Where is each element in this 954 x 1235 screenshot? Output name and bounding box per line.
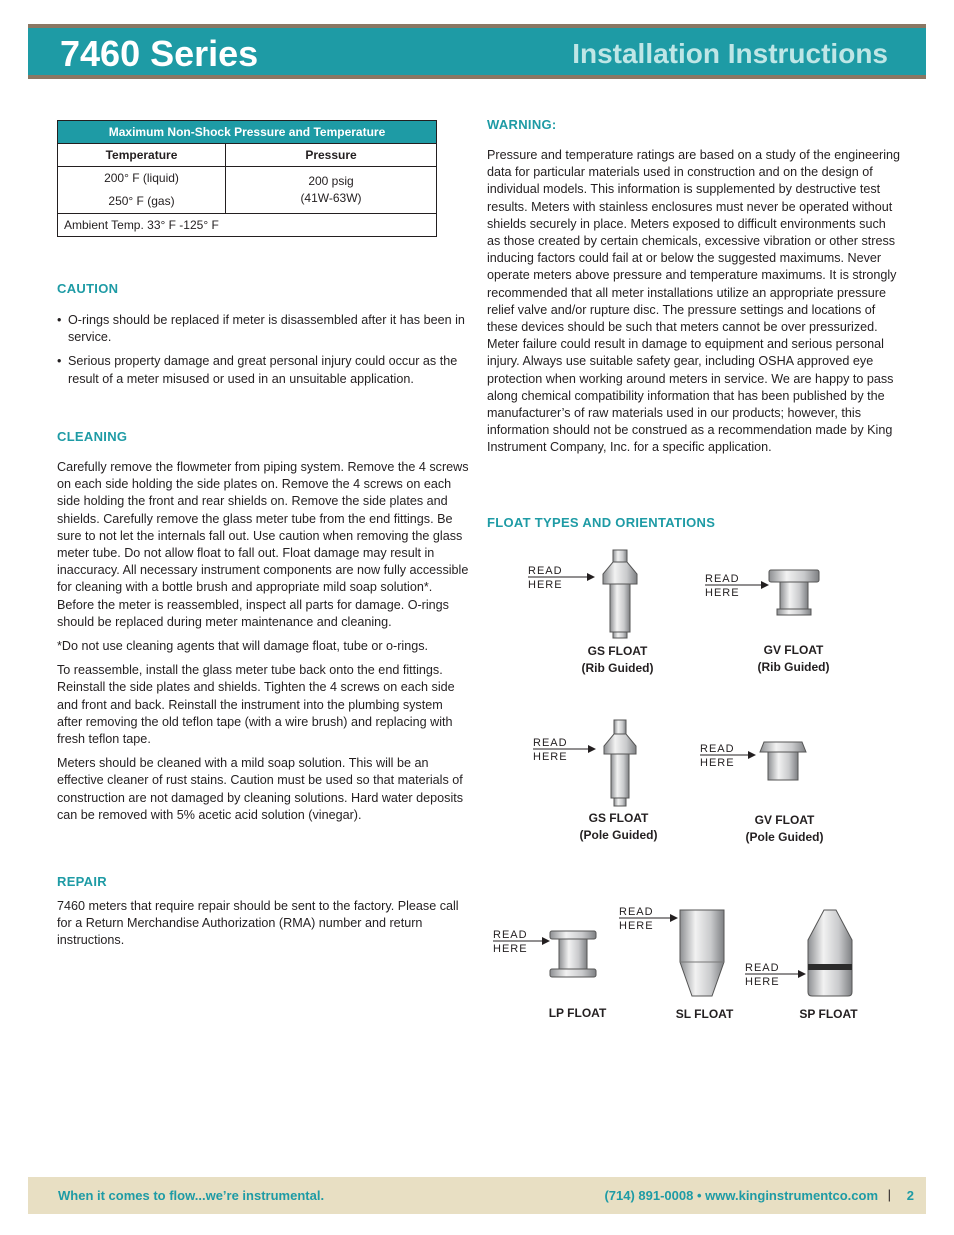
svg-text:HERE: HERE — [705, 587, 740, 599]
pressure-temperature-table — [57, 120, 437, 237]
lp-float-figure — [490, 922, 600, 980]
footer-slogan: When it comes to flow...we’re instrumental. — [58, 1188, 325, 1203]
cleaning-paragraph: Carefully remove the flowmeter from piping system. Remove the 4 screws on each side holding the side plates on. Remove the 4 screws on each side holding the front and rear shields on. Remove the side plates and shields. Carefully remove the glass meter tube from the end fittings. Be sure to not let the internals fall out. Use caution when removing the glass meter tube. Do not allow float to fall out. Float damage may result in inaccuracy. All necessary instrument components are now fully accessible for cleaning with a bottle brush and appropriate mild soap solution*. Before the meter is reassembled, inspect all parts for damage. O-rings should be replaced during meter maintenance and cleaning. — [57, 460, 469, 629]
cleaning-heading: CLEANING — [57, 429, 128, 444]
gs-pole-label: GS FLOAT (Pole Guided) — [579, 811, 658, 842]
svg-text:HERE: HERE — [619, 920, 654, 932]
temperature-cell — [58, 167, 226, 214]
page-number: 2 — [906, 1188, 914, 1203]
cleaning-paragraph: Meters should be cleaned with a mild soap solution. This will be an effective cleaner of rust stains. Caution must be used so that materials of construction are not damaged by cleaning solutions. Hard water deposits can be removed with 5% acetic acid solution (vinegar). — [57, 756, 464, 822]
footer-contact: (714) 891-0008 • www.kinginstrumentco.com — [604, 1188, 878, 1203]
gv-pole-float-figure — [698, 736, 813, 784]
gv-rib-float-figure — [703, 566, 828, 618]
table-caption: Maximum Non-Shock Pressure and Temperature — [58, 121, 437, 144]
page-header — [28, 24, 926, 79]
caution-list — [57, 312, 469, 395]
pressure-cell — [226, 167, 437, 214]
page-footer — [28, 1177, 926, 1214]
lp-label: LP FLOAT — [548, 1006, 607, 1020]
svg-text:HERE: HERE — [493, 943, 528, 955]
svg-text:HERE: HERE — [745, 976, 780, 988]
series-title: 7460 Series — [60, 33, 259, 74]
read-label: READ — [528, 565, 563, 577]
repair-heading: REPAIR — [57, 874, 107, 889]
svg-text:READ: READ — [705, 573, 740, 585]
svg-text:READ: READ — [619, 906, 654, 918]
pressure-value: 200 psig — [308, 174, 354, 188]
svg-text:HERE: HERE — [700, 757, 735, 769]
warning-text: Pressure and temperature ratings are based on a study of the engineering data for particular materials used in construction and on the design of individual models. This information is supplemented by destructive test results. Meters with stainless enclosures must never be operated without shields securely in place. Meters exposed to difficult environments such as those created by certain chemicals, excessive vibration or other stress inducing factors could fail at or below the suggested maximums. Never operate meters above pressure and temperature maximums. It is strongly recommended that all meter installations utilize an appropriate pressure relief valve and/or rupture disc. The pressure settings and locations of these devices should be such that meters cannot be over pressurized. Meter failure could result in damage to equipment and serious personal injury. Always use suitable safety gear, including OSHA approved eye protection when working around meters in service. We are happy to pass along chemical compatibility information that has been published by the manufacturer’s of raw materials used in our products; however, this information should not be construed as a recommendation made by King Instrument Company, Inc. for a specific application. — [487, 148, 901, 455]
gv-rib-label: GV FLOAT (Rib Guided) — [757, 643, 830, 674]
pressure-header: Pressure — [226, 144, 437, 167]
svg-text:READ: READ — [493, 929, 528, 941]
gv-pole-label: GV FLOAT (Pole Guided) — [745, 813, 824, 844]
cleaning-text — [57, 459, 471, 831]
list-item: • O-rings should be replaced if meter is disassembled after it has been in service. — [57, 313, 465, 345]
doc-subtitle: Installation Instructions — [572, 38, 888, 69]
temp-gas: 250° F (gas) — [108, 194, 175, 208]
sp-float-figure — [742, 908, 854, 998]
cleaning-note: *Do not use cleaning agents that will damage float, tube or o-rings. — [57, 639, 429, 654]
here-label: HERE — [528, 579, 563, 591]
cleaning-paragraph: To reassemble, install the glass meter tube back onto the end fittings. Reinstall the side plates and shields. Tighten the 4 screws on each side and front and back. Reinstall the instrument into the plumbing system after removing the old teflon tape (with a wire brush) and replacing with fresh teflon tape. — [57, 663, 455, 747]
list-item: • Serious property damage and great personal injury could occur as the result of a meter misused or used in an unsuitable application. — [57, 354, 458, 386]
sp-label: SP FLOAT — [799, 1007, 858, 1021]
svg-text:READ: READ — [533, 737, 568, 749]
svg-text:READ: READ — [700, 743, 735, 755]
caution-heading: CAUTION — [57, 281, 119, 296]
sl-label: SL FLOAT — [675, 1007, 734, 1021]
footer-separator: | — [887, 1187, 891, 1202]
float-types-heading: FLOAT TYPES AND ORIENTATIONS — [487, 515, 716, 530]
gs-rib-float-figure — [525, 548, 645, 640]
svg-text:HERE: HERE — [533, 751, 568, 763]
warning-heading: WARNING: — [487, 117, 557, 132]
svg-text:READ: READ — [745, 962, 780, 974]
temp-liquid: 200° F (liquid) — [104, 171, 179, 185]
repair-text: 7460 meters that require repair should be sent to the factory. Please call for a Return Merchandise Authorization (RMA) number and return instructions. — [57, 899, 459, 948]
temperature-header: Temperature — [58, 144, 226, 167]
pressure-models: (41W-63W) — [300, 191, 362, 205]
gs-pole-float-figure — [530, 718, 645, 808]
ambient-temp: Ambient Temp. 33° F -125° F — [58, 214, 437, 237]
sl-float-figure — [616, 902, 728, 1000]
gs-rib-label: GS FLOAT (Rib Guided) — [581, 644, 654, 675]
